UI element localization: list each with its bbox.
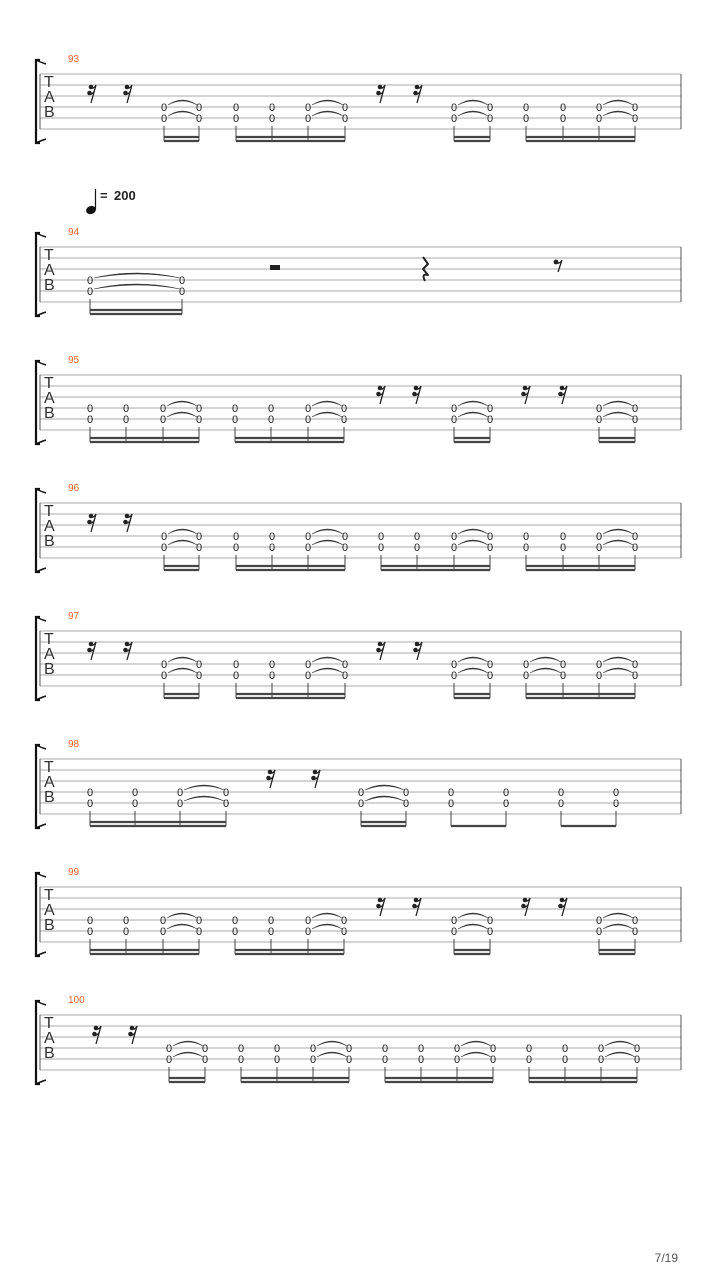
tie-arc [184, 785, 224, 790]
fret-number: 0 [631, 102, 639, 114]
fret-number: 0 [267, 414, 275, 426]
fret-number: 0 [502, 798, 510, 810]
fret-number: 0 [595, 102, 603, 114]
fret-number: 0 [232, 659, 240, 671]
measure-number: 97 [68, 611, 80, 622]
tab-clef-letter: B [44, 661, 55, 678]
tie-arc [458, 100, 488, 105]
fret-number: 0 [486, 659, 494, 671]
fret-number: 0 [486, 414, 494, 426]
fret-number: 0 [304, 926, 312, 938]
fret-number: 0 [122, 926, 130, 938]
fret-number: 0 [232, 542, 240, 554]
tab-clef-letter: T [44, 631, 54, 648]
tie-arc [458, 401, 488, 406]
fret-number: 0 [122, 915, 130, 927]
bracket-hook [36, 952, 46, 956]
fret-number: 0 [160, 113, 168, 125]
fret-number: 0 [486, 403, 494, 415]
fret-number: 0 [417, 1043, 425, 1055]
fret-number: 0 [377, 531, 385, 543]
fret-number: 0 [176, 798, 184, 810]
bracket-hook [36, 233, 46, 237]
fret-number: 0 [178, 275, 186, 287]
fret-number: 0 [160, 670, 168, 682]
fret-number: 0 [450, 531, 458, 543]
fret-number: 0 [201, 1043, 209, 1055]
tie-arc [365, 796, 404, 801]
tab-clef-letter: T [44, 247, 54, 264]
fret-number: 0 [86, 787, 94, 799]
fret-number: 0 [340, 403, 348, 415]
fret-number: 0 [222, 787, 230, 799]
fret-number: 0 [304, 403, 312, 415]
tie-arc [312, 100, 343, 105]
fret-number: 0 [340, 414, 348, 426]
fret-number: 0 [559, 670, 567, 682]
fret-number: 0 [131, 787, 139, 799]
fret-number: 0 [341, 542, 349, 554]
tie-arc [168, 100, 197, 105]
tab-system [36, 361, 681, 444]
fret-number: 0 [222, 798, 230, 810]
fret-number: 0 [237, 1054, 245, 1066]
fret-number: 0 [450, 915, 458, 927]
tab-clef-letter: A [44, 262, 55, 279]
fret-number: 0 [357, 798, 365, 810]
fret-number: 0 [341, 102, 349, 114]
tie-arc [603, 412, 633, 417]
fret-number: 0 [502, 787, 510, 799]
fret-number: 0 [231, 403, 239, 415]
tab-clef-letter: T [44, 375, 54, 392]
fret-number: 0 [122, 403, 130, 415]
measure-number: 94 [68, 227, 80, 238]
fret-number: 0 [595, 926, 603, 938]
tab-clef-letter: B [44, 405, 55, 422]
tie-arc [461, 1052, 491, 1057]
tab-clef-letter: T [44, 503, 54, 520]
fret-number: 0 [165, 1043, 173, 1055]
tie-arc [168, 529, 197, 534]
fret-number: 0 [160, 531, 168, 543]
tie-arc [312, 529, 343, 534]
tie-arc [603, 913, 633, 918]
fret-number: 0 [486, 542, 494, 554]
tie-arc [167, 412, 197, 417]
fret-number: 0 [231, 414, 239, 426]
tie-arc [167, 913, 197, 918]
fret-number: 0 [450, 113, 458, 125]
fret-number: 0 [631, 403, 639, 415]
fret-number: 0 [201, 1054, 209, 1066]
fret-number: 0 [160, 542, 168, 554]
fret-number: 0 [86, 275, 94, 287]
measure-number: 95 [68, 355, 80, 366]
fret-number: 0 [450, 403, 458, 415]
tie-arc [458, 924, 488, 929]
fret-number: 0 [450, 926, 458, 938]
tie-arc [312, 540, 343, 545]
system-bracket [36, 873, 40, 956]
fret-number: 0 [417, 1054, 425, 1066]
tie-arc [94, 273, 180, 278]
fret-number: 0 [268, 113, 276, 125]
measure-number: 98 [68, 739, 80, 750]
system-bracket [36, 489, 40, 572]
fret-number: 0 [486, 113, 494, 125]
fret-number: 0 [195, 113, 203, 125]
tab-clef-letter: B [44, 789, 55, 806]
fret-number: 0 [486, 531, 494, 543]
fret-number: 0 [381, 1043, 389, 1055]
bracket-hook [36, 60, 46, 64]
fret-number: 0 [232, 670, 240, 682]
fret-number: 0 [447, 787, 455, 799]
tab-clef-letter: A [44, 646, 55, 663]
fret-number: 0 [309, 1054, 317, 1066]
tab-clef-letter: A [44, 518, 55, 535]
tie-arc [530, 657, 561, 662]
fret-number: 0 [304, 542, 312, 554]
fret-number: 0 [413, 531, 421, 543]
fret-number: 0 [195, 659, 203, 671]
fret-number: 0 [595, 542, 603, 554]
fret-number: 0 [195, 403, 203, 415]
fret-number: 0 [486, 926, 494, 938]
tie-arc [168, 111, 197, 116]
tab-system [36, 873, 681, 956]
fret-number: 0 [86, 286, 94, 298]
measure-number: 96 [68, 483, 80, 494]
fret-number: 0 [345, 1054, 353, 1066]
fret-number: 0 [522, 113, 530, 125]
fret-number: 0 [413, 542, 421, 554]
fret-number: 0 [195, 542, 203, 554]
fret-number: 0 [341, 531, 349, 543]
fret-number: 0 [450, 542, 458, 554]
tie-arc [530, 668, 561, 673]
fret-number: 0 [309, 1043, 317, 1055]
fret-number: 0 [267, 915, 275, 927]
fret-number: 0 [268, 102, 276, 114]
tie-arc [173, 1052, 203, 1057]
tab-clef-letter: B [44, 917, 55, 934]
bracket-hook [36, 617, 46, 621]
fret-number: 0 [268, 542, 276, 554]
tab-system [36, 189, 681, 316]
fret-number: 0 [447, 798, 455, 810]
fret-number: 0 [525, 1054, 533, 1066]
tie-arc [184, 796, 224, 801]
fret-number: 0 [522, 542, 530, 554]
fret-number: 0 [631, 926, 639, 938]
fret-number: 0 [340, 915, 348, 927]
fret-number: 0 [160, 102, 168, 114]
tie-arc [603, 529, 633, 534]
tie-arc [94, 284, 180, 289]
tab-clef-letter: B [44, 277, 55, 294]
page-number: 7/19 [654, 1251, 678, 1265]
tab-clef-letter: A [44, 902, 55, 919]
bracket-hook [36, 139, 46, 143]
fret-number: 0 [377, 542, 385, 554]
fret-number: 0 [159, 915, 167, 927]
fret-number: 0 [231, 915, 239, 927]
fret-number: 0 [195, 670, 203, 682]
fret-number: 0 [195, 926, 203, 938]
tie-arc [312, 924, 342, 929]
fret-number: 0 [595, 531, 603, 543]
fret-number: 0 [561, 1043, 569, 1055]
fret-number: 0 [595, 414, 603, 426]
tie-arc [458, 412, 488, 417]
fret-number: 0 [273, 1043, 281, 1055]
fret-number: 0 [559, 659, 567, 671]
tab-clef-letter: A [44, 774, 55, 791]
tie-arc [312, 913, 342, 918]
fret-number: 0 [267, 403, 275, 415]
tab-clef-letter: B [44, 533, 55, 550]
fret-number: 0 [159, 926, 167, 938]
system-bracket [36, 617, 40, 700]
fret-number: 0 [86, 414, 94, 426]
tempo-value: 200 [114, 188, 136, 203]
fret-number: 0 [631, 542, 639, 554]
tie-arc [603, 657, 633, 662]
system-bracket [36, 60, 40, 143]
tie-arc [168, 657, 197, 662]
fret-number: 0 [122, 414, 130, 426]
fret-number: 0 [341, 670, 349, 682]
tie-arc [317, 1052, 347, 1057]
tempo-equals: = [100, 188, 108, 203]
fret-number: 0 [631, 113, 639, 125]
fret-number: 0 [381, 1054, 389, 1066]
fret-number: 0 [232, 113, 240, 125]
tab-clef-letter: A [44, 390, 55, 407]
fret-number: 0 [595, 113, 603, 125]
fret-number: 0 [304, 670, 312, 682]
bracket-hook [36, 745, 46, 749]
fret-number: 0 [453, 1043, 461, 1055]
fret-number: 0 [489, 1054, 497, 1066]
fret-number: 0 [525, 1043, 533, 1055]
fret-number: 0 [131, 798, 139, 810]
fret-number: 0 [304, 659, 312, 671]
tab-system [36, 60, 681, 143]
fret-number: 0 [237, 1043, 245, 1055]
fret-number: 0 [450, 659, 458, 671]
fret-number: 0 [486, 915, 494, 927]
tab-clef-letter: B [44, 1045, 55, 1062]
tie-arc [312, 412, 342, 417]
system-bracket [36, 745, 40, 828]
tab-clef-letter: T [44, 74, 54, 91]
tab-clef-letter: T [44, 759, 54, 776]
tab-system [36, 489, 681, 572]
fret-number: 0 [304, 113, 312, 125]
fret-number: 0 [341, 113, 349, 125]
fret-number: 0 [561, 1054, 569, 1066]
fret-number: 0 [486, 102, 494, 114]
tie-arc [603, 540, 633, 545]
fret-number: 0 [304, 531, 312, 543]
fret-number: 0 [612, 798, 620, 810]
measure-number: 99 [68, 867, 80, 878]
fret-number: 0 [559, 102, 567, 114]
fret-number: 0 [489, 1043, 497, 1055]
tie-arc [173, 1041, 203, 1046]
measure-number: 100 [68, 995, 85, 1006]
tie-arc [167, 401, 197, 406]
fret-number: 0 [195, 531, 203, 543]
fret-number: 0 [160, 659, 168, 671]
tie-arc [458, 913, 488, 918]
fret-number: 0 [631, 659, 639, 671]
half-rest [270, 265, 280, 270]
fret-number: 0 [631, 531, 639, 543]
fret-number: 0 [557, 798, 565, 810]
fret-number: 0 [631, 414, 639, 426]
fret-number: 0 [340, 926, 348, 938]
tie-arc [312, 111, 343, 116]
bracket-hook [36, 312, 46, 316]
fret-number: 0 [559, 542, 567, 554]
bracket-hook [36, 873, 46, 877]
tab-system [36, 617, 681, 700]
tab-clef-letter: B [44, 104, 55, 121]
fret-number: 0 [595, 915, 603, 927]
tie-arc [168, 668, 197, 673]
tie-arc [603, 401, 633, 406]
tab-clef-letter: A [44, 89, 55, 106]
fret-number: 0 [631, 670, 639, 682]
tab-clef-letter: T [44, 887, 54, 904]
fret-number: 0 [522, 670, 530, 682]
tie-arc [168, 540, 197, 545]
fret-number: 0 [195, 102, 203, 114]
fret-number: 0 [597, 1043, 605, 1055]
tie-arc [605, 1052, 635, 1057]
fret-number: 0 [304, 915, 312, 927]
fret-number: 0 [595, 659, 603, 671]
fret-number: 0 [357, 787, 365, 799]
fret-number: 0 [86, 798, 94, 810]
tie-arc [458, 111, 488, 116]
system-bracket [36, 233, 40, 316]
tie-arc [603, 111, 633, 116]
tie-arc [167, 924, 197, 929]
fret-number: 0 [341, 659, 349, 671]
fret-number: 0 [86, 403, 94, 415]
tab-system [36, 1001, 681, 1084]
fret-number: 0 [597, 1054, 605, 1066]
tie-arc [458, 529, 488, 534]
fret-number: 0 [231, 926, 239, 938]
fret-number: 0 [595, 403, 603, 415]
fret-number: 0 [522, 102, 530, 114]
tab-clef-letter: A [44, 1030, 55, 1047]
bracket-hook [36, 1080, 46, 1084]
tie-arc [312, 668, 343, 673]
bracket-hook [36, 489, 46, 493]
fret-number: 0 [486, 670, 494, 682]
fret-number: 0 [159, 403, 167, 415]
system-bracket [36, 1001, 40, 1084]
fret-number: 0 [86, 915, 94, 927]
fret-number: 0 [522, 531, 530, 543]
tie-arc [365, 785, 404, 790]
tie-arc [458, 668, 488, 673]
fret-number: 0 [195, 414, 203, 426]
fret-number: 0 [268, 531, 276, 543]
tab-clef-letter: T [44, 1015, 54, 1032]
fret-number: 0 [345, 1043, 353, 1055]
fret-number: 0 [595, 670, 603, 682]
fret-number: 0 [232, 102, 240, 114]
tie-arc [458, 540, 488, 545]
tie-arc [458, 657, 488, 662]
tie-arc [605, 1041, 635, 1046]
fret-number: 0 [304, 102, 312, 114]
bracket-hook [36, 696, 46, 700]
fret-number: 0 [268, 670, 276, 682]
bracket-hook [36, 440, 46, 444]
fret-number: 0 [559, 113, 567, 125]
fret-number: 0 [268, 659, 276, 671]
fret-number: 0 [633, 1054, 641, 1066]
fret-number: 0 [453, 1054, 461, 1066]
bracket-hook [36, 1001, 46, 1005]
fret-number: 0 [86, 926, 94, 938]
bracket-hook [36, 568, 46, 572]
tie-arc [461, 1041, 491, 1046]
fret-number: 0 [450, 414, 458, 426]
fret-number: 0 [178, 286, 186, 298]
system-bracket [36, 361, 40, 444]
tie-arc [317, 1041, 347, 1046]
fret-number: 0 [267, 926, 275, 938]
fret-number: 0 [450, 102, 458, 114]
fret-number: 0 [450, 670, 458, 682]
fret-number: 0 [612, 787, 620, 799]
fret-number: 0 [402, 798, 410, 810]
fret-number: 0 [633, 1043, 641, 1055]
fret-number: 0 [273, 1054, 281, 1066]
tie-arc [312, 657, 343, 662]
fret-number: 0 [165, 1054, 173, 1066]
measure-number: 93 [68, 54, 80, 65]
fret-number: 0 [522, 659, 530, 671]
bracket-hook [36, 824, 46, 828]
fret-number: 0 [559, 531, 567, 543]
bracket-hook [36, 361, 46, 365]
tie-arc [603, 100, 633, 105]
fret-number: 0 [176, 787, 184, 799]
fret-number: 0 [402, 787, 410, 799]
fret-number: 0 [557, 787, 565, 799]
fret-number: 0 [304, 414, 312, 426]
fret-number: 0 [195, 915, 203, 927]
tie-arc [603, 924, 633, 929]
fret-number: 0 [232, 531, 240, 543]
tie-arc [312, 401, 342, 406]
fret-number: 0 [159, 414, 167, 426]
tie-arc [603, 668, 633, 673]
fret-number: 0 [631, 915, 639, 927]
